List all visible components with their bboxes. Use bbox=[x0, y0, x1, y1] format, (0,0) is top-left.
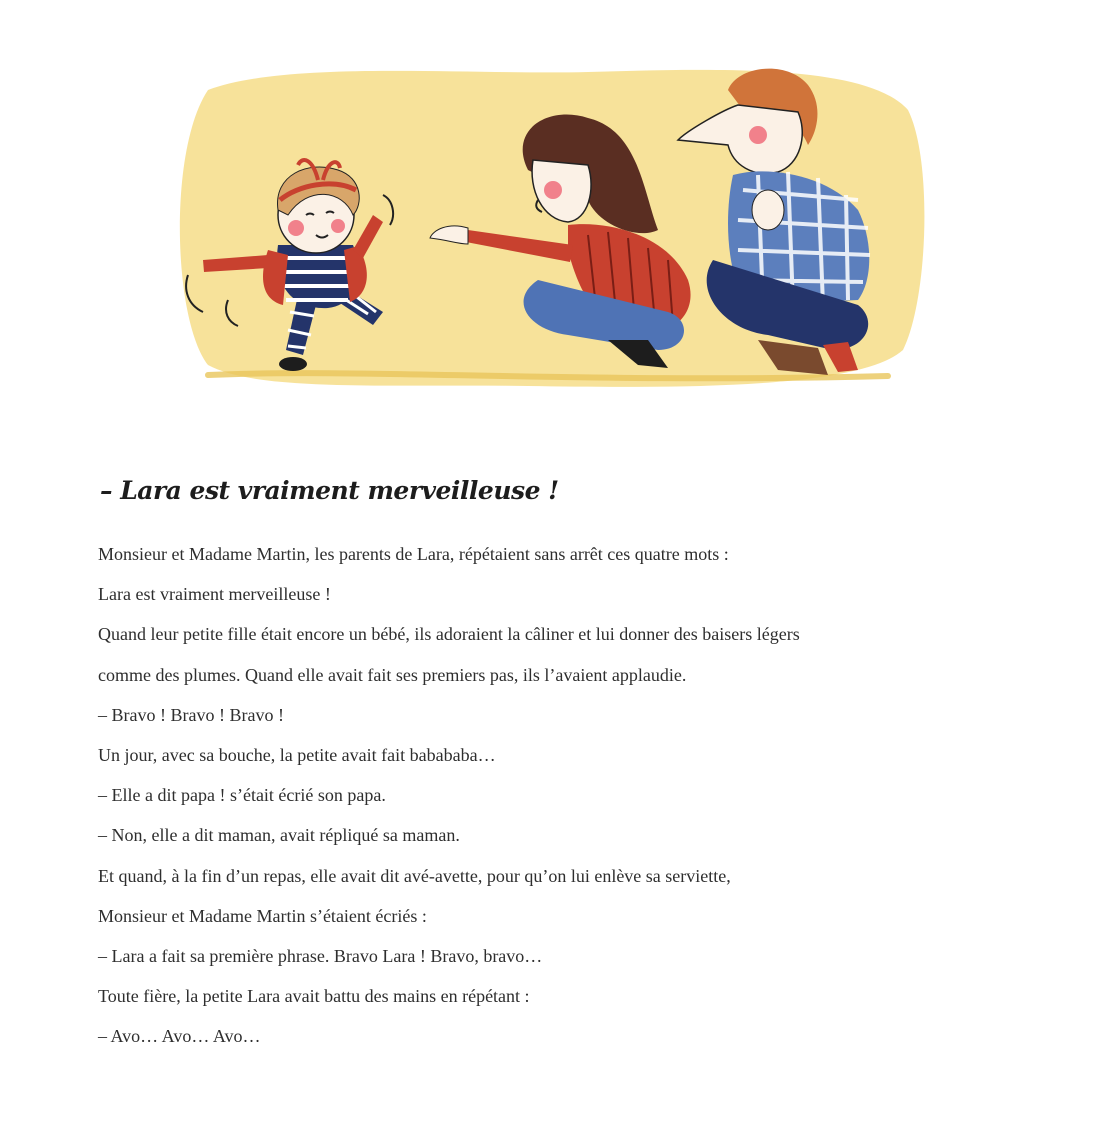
paragraph-line: Toute fière, la petite Lara avait battu des mains en répétant : bbox=[98, 986, 530, 1007]
paragraph-line: Monsieur et Madame Martin, les parents de Lara, répétaient sans arrêt ces quatre mots : bbox=[98, 544, 729, 564]
paragraph-line: Lara est vraiment merveilleuse ! bbox=[98, 584, 331, 605]
paragraph-line: Monsieur et Madame Martin s’étaient écriés : bbox=[98, 905, 427, 926]
paragraph-line: – Bravo ! Bravo ! Bravo ! bbox=[98, 704, 284, 725]
story-text bbox=[98, 534, 998, 1056]
paragraph-line: – Elle a dit papa ! s’était écrié son papa. bbox=[98, 785, 386, 806]
paragraph-line: Un jour, avec sa bouche, la petite avait fait babababa… bbox=[98, 744, 496, 765]
paragraph-line: comme des plumes. Quand elle avait fait ses premiers pas, ils l’avaient applaudie. bbox=[98, 664, 687, 685]
family-illustration bbox=[168, 50, 928, 400]
story-heading: – Lara est vraiment merveilleuse ! bbox=[100, 476, 559, 505]
paragraph-line: – Avo… Avo… Avo… bbox=[98, 1026, 261, 1047]
paragraph-line: Et quand, à la fin d’un repas, elle avait dit avé-avette, pour qu’on lui enlève sa serviette, bbox=[98, 865, 731, 886]
paragraph-line: Quand leur petite fille était encore un bébé, ils adoraient la câliner et lui donner des baisers légers bbox=[98, 624, 800, 645]
paragraph-line: – Lara a fait sa première phrase. Bravo Lara ! Bravo, bravo… bbox=[98, 945, 543, 966]
paragraph-line: – Non, elle a dit maman, avait répliqué sa maman. bbox=[98, 825, 460, 846]
